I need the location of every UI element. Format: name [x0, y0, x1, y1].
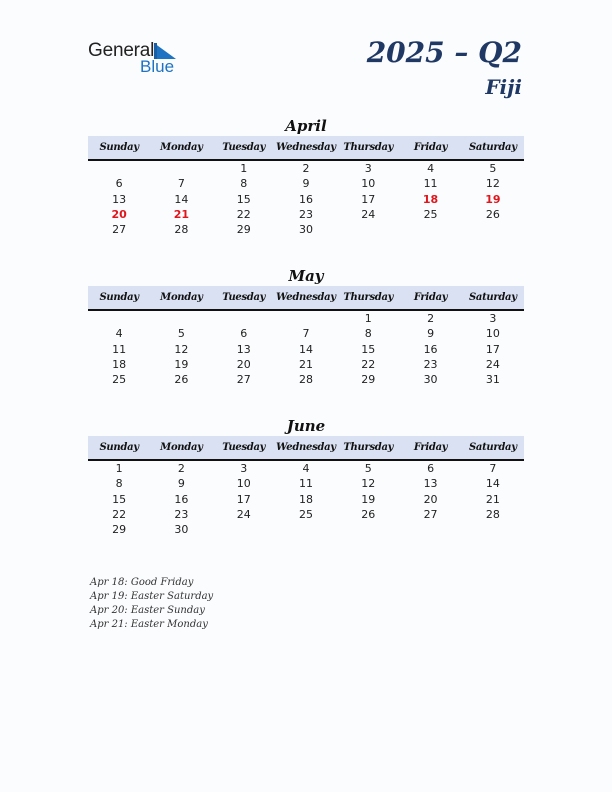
empty-day-cell [88, 161, 150, 176]
weekday-label: Wednesday [276, 292, 336, 303]
holiday-day-cell: 20 [111, 207, 127, 221]
day-grid [88, 461, 524, 537]
weekday-label: Monday [160, 442, 203, 453]
day-cell: 27 [112, 223, 127, 237]
holiday-note: Apr 18: Good Friday [90, 577, 194, 588]
day-cell: 25 [423, 207, 438, 221]
day-cell: 17 [236, 492, 251, 506]
weekday-header-row [88, 286, 524, 311]
day-cell: 7 [489, 462, 497, 475]
day-cell: 27 [423, 507, 438, 521]
day-cell: 29 [361, 373, 376, 387]
day-cell: 18 [298, 492, 313, 506]
day-cell: 30 [298, 223, 313, 237]
day-cell: 21 [298, 357, 313, 371]
day-cell: 28 [298, 373, 313, 387]
weekday-label: Tuesday [222, 142, 266, 153]
day-cell: 18 [112, 357, 127, 371]
weekday-label: Sunday [99, 442, 139, 453]
day-cell: 12 [174, 342, 189, 356]
month-june [88, 416, 524, 537]
day-cell: 7 [302, 327, 310, 341]
day-cell: 23 [423, 357, 438, 371]
day-cell: 16 [423, 342, 438, 356]
weekday-label: Friday [413, 292, 448, 303]
day-cell: 25 [112, 373, 127, 387]
day-cell: 6 [427, 462, 435, 475]
day-cell: 14 [298, 342, 313, 356]
empty-day-cell [150, 311, 212, 326]
day-cell: 14 [485, 477, 500, 491]
day-cell: 3 [240, 462, 248, 475]
day-cell: 26 [174, 373, 189, 387]
day-cell: 24 [485, 357, 500, 371]
day-cell: 23 [298, 207, 313, 221]
empty-day-cell [213, 311, 275, 326]
day-cell: 10 [485, 327, 500, 341]
weekday-header-row [88, 436, 524, 461]
weekday-label: Wednesday [276, 142, 336, 153]
weekday-label: Friday [413, 442, 448, 453]
day-cell: 16 [298, 192, 313, 206]
day-cell: 3 [489, 312, 497, 325]
day-cell: 6 [115, 177, 123, 191]
day-cell: 23 [174, 507, 189, 521]
day-cell: 24 [361, 207, 376, 221]
day-cell: 8 [115, 477, 123, 491]
holiday-note: Apr 21: Easter Monday [90, 619, 208, 630]
empty-day-cell [150, 161, 212, 176]
month-title: June [286, 417, 326, 435]
day-cell: 26 [361, 507, 376, 521]
logo-text-general: General [88, 40, 155, 61]
month-title: May [288, 267, 324, 285]
day-cell: 5 [364, 462, 372, 475]
day-cell: 11 [423, 177, 438, 191]
holiday-note: Apr 20: Easter Sunday [90, 605, 205, 616]
day-cell: 9 [177, 477, 185, 491]
weekday-label: Monday [160, 292, 203, 303]
weekday-label: Saturday [468, 142, 517, 153]
weekday-label: Saturday [468, 442, 517, 453]
weekday-label: Tuesday [222, 442, 266, 453]
day-cell: 15 [112, 492, 127, 506]
day-cell: 10 [361, 177, 376, 191]
day-cell: 24 [236, 507, 251, 521]
weekday-label: Tuesday [222, 292, 266, 303]
day-cell: 7 [177, 177, 185, 191]
day-cell: 4 [115, 327, 123, 341]
day-cell: 31 [485, 373, 500, 387]
day-cell: 19 [174, 357, 189, 371]
country-title: Fiji [485, 75, 522, 99]
day-cell: 13 [423, 477, 438, 491]
day-cell: 22 [236, 207, 251, 221]
holiday-note: Apr 19: Easter Saturday [90, 591, 214, 602]
weekday-label: Saturday [468, 292, 517, 303]
period-title: 2025 – Q2 [366, 36, 522, 69]
day-cell: 17 [361, 192, 376, 206]
day-cell: 22 [112, 507, 127, 521]
day-cell: 2 [177, 462, 185, 475]
day-cell: 12 [485, 177, 500, 191]
day-cell: 4 [427, 162, 435, 175]
day-cell: 28 [485, 507, 500, 521]
day-cell: 29 [236, 223, 251, 237]
day-cell: 14 [174, 192, 189, 206]
day-grid [88, 311, 524, 387]
month-may [88, 266, 524, 387]
day-cell: 13 [112, 192, 127, 206]
day-cell: 15 [236, 192, 251, 206]
day-cell: 15 [361, 342, 376, 356]
holiday-day-cell: 19 [485, 192, 501, 206]
day-grid [88, 161, 524, 237]
holiday-day-cell: 21 [173, 207, 190, 221]
day-cell: 30 [174, 523, 189, 537]
day-cell: 26 [485, 207, 500, 221]
weekday-label: Sunday [99, 142, 139, 153]
day-cell: 10 [236, 477, 251, 491]
day-cell: 6 [240, 327, 248, 341]
empty-day-cell [275, 311, 337, 326]
day-cell: 20 [236, 357, 251, 371]
weekday-header-row [88, 136, 524, 161]
day-cell: 27 [236, 373, 251, 387]
day-cell: 19 [361, 492, 376, 506]
day-cell: 2 [302, 162, 310, 175]
day-cell: 25 [298, 507, 313, 521]
day-cell: 30 [423, 373, 438, 387]
day-cell: 5 [489, 162, 497, 175]
day-cell: 11 [112, 342, 127, 356]
day-cell: 8 [364, 327, 372, 341]
empty-day-cell [88, 311, 150, 326]
day-cell: 3 [364, 162, 372, 175]
month-title: April [285, 117, 327, 135]
day-cell: 16 [174, 492, 189, 506]
day-cell: 4 [302, 462, 310, 475]
month-april [88, 116, 524, 237]
day-cell: 9 [302, 177, 310, 191]
day-cell: 2 [427, 312, 435, 325]
logo [88, 40, 188, 76]
day-cell: 11 [298, 477, 313, 491]
day-cell: 13 [236, 342, 251, 356]
day-cell: 1 [364, 312, 372, 325]
day-cell: 20 [423, 492, 438, 506]
day-cell: 1 [115, 462, 123, 475]
holiday-day-cell: 18 [422, 192, 439, 206]
day-cell: 22 [361, 357, 376, 371]
weekday-label: Thursday [343, 442, 394, 453]
weekday-label: Friday [413, 142, 448, 153]
day-cell: 28 [174, 223, 189, 237]
day-cell: 5 [177, 327, 185, 341]
day-cell: 21 [485, 492, 500, 506]
day-cell: 9 [427, 327, 435, 341]
logo-text-blue: Blue [140, 57, 175, 76]
weekday-label: Thursday [343, 142, 394, 153]
weekday-label: Monday [160, 142, 203, 153]
day-cell: 8 [240, 177, 248, 191]
day-cell: 29 [112, 523, 127, 537]
day-cell: 1 [240, 162, 248, 175]
weekday-label: Thursday [343, 292, 394, 303]
holiday-notes [90, 576, 213, 632]
day-cell: 12 [361, 477, 376, 491]
weekday-label: Sunday [99, 292, 139, 303]
day-cell: 17 [485, 342, 500, 356]
weekday-label: Wednesday [276, 442, 336, 453]
